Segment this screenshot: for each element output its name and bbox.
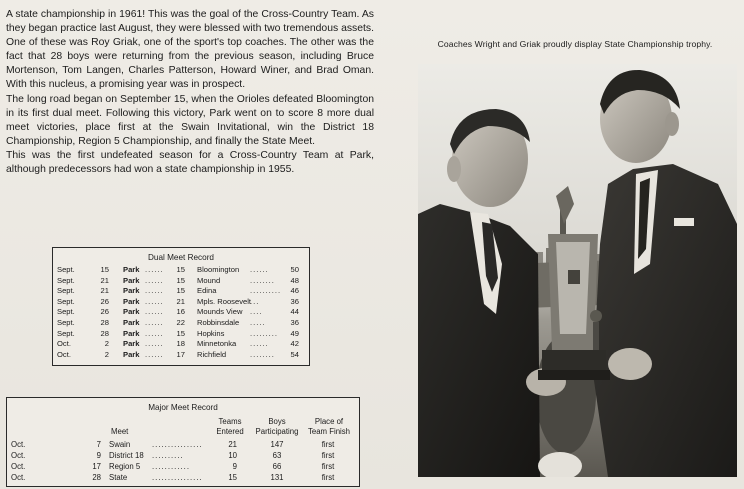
dual-meet-cell-team: Park (123, 318, 140, 327)
dual-meet-cell-day: 26 (100, 296, 109, 306)
dual-meet-cell-team: Park (123, 339, 140, 349)
major-meet-cell-boys: 63 (272, 451, 282, 460)
dual-meet-title: Dual Meet Record (148, 253, 214, 262)
dual-meet-cell-day: 28 (100, 318, 109, 327)
major-meet-cell-month: Oct. (11, 473, 26, 482)
dual-meet-cell-day: 21 (100, 275, 109, 285)
major-meet-cell-teams: 9 (232, 462, 237, 471)
dual-meet-cell-dots1: ...... (145, 318, 164, 327)
dual-meet-row (53, 350, 309, 360)
major-meet-cell-meet: District 18 (109, 451, 144, 460)
major-meet-cell-dots: ............ (152, 462, 190, 471)
dual-meet-cell-opponent: Mounds View (197, 307, 243, 317)
dual-meet-cell-day: 28 (100, 328, 109, 338)
dual-meet-cell-park-score: 17 (176, 349, 185, 359)
major-meet-row (7, 450, 359, 461)
dual-meet-cell-opponent: Edina (197, 286, 217, 296)
dual-meet-cell-opp-score: 42 (290, 339, 299, 349)
dual-meet-cell-day: 2 (104, 339, 109, 349)
major-meet-row (7, 472, 359, 483)
dual-meet-cell-opp-score: 36 (290, 296, 299, 306)
major-meet-row (7, 439, 359, 450)
dual-meet-cell-opp-score: 46 (290, 286, 299, 296)
major-meet-cell-month: Oct. (11, 462, 26, 471)
dual-meet-cell-dots2: .... (250, 307, 263, 317)
dual-meet-cell-month: Sept. (57, 275, 75, 285)
dual-meet-row (53, 339, 309, 349)
dual-meet-cell-dots2: ........ (250, 349, 275, 359)
article-paragraph-3: This was the first undefeated season for a Cross-Country Team at Park, although predecessors had won a state championship in 1955. (6, 149, 374, 176)
major-meet-cell-meet: Region 5 (109, 462, 141, 471)
major-meet-cell-boys: 147 (270, 440, 284, 449)
dual-meet-cell-dots1: ...... (145, 296, 164, 306)
dual-meet-cell-dots2: ..... (250, 318, 266, 327)
dual-meet-cell-park-score: 22 (176, 318, 185, 327)
dual-meet-cell-park-score: 21 (176, 296, 185, 306)
dual-meet-cell-park-score: 15 (176, 275, 185, 285)
dual-meet-row (53, 329, 309, 339)
dual-meet-cell-day: 21 (100, 286, 109, 296)
dual-meet-row (53, 307, 309, 317)
dual-meet-cell-dots1: ...... (145, 265, 164, 274)
dual-meet-cell-month: Sept. (57, 328, 75, 338)
major-meet-cell-boys: 66 (272, 462, 282, 471)
coaches-trophy-photo (418, 64, 737, 477)
dual-meet-cell-opp-score: 50 (290, 265, 299, 274)
dual-meet-record-table (52, 247, 310, 366)
dual-meet-cell-park-score: 15 (176, 265, 185, 274)
article-text (6, 8, 374, 177)
dual-meet-cell-park-score: 15 (176, 328, 185, 338)
dual-meet-cell-team: Park (123, 296, 140, 306)
major-meet-cell-place: first (321, 462, 335, 471)
dual-meet-cell-dots2: ...... (250, 339, 269, 349)
major-meet-record-table (6, 397, 360, 487)
dual-meet-cell-day: 15 (100, 265, 109, 274)
major-meet-title: Major Meet Record (148, 403, 218, 412)
major-meet-cell-meet: Swain (109, 440, 131, 449)
dual-meet-cell-team: Park (123, 286, 140, 296)
dual-meet-cell-opp-score: 54 (290, 349, 299, 359)
dual-meet-cell-opponent: Hopkins (197, 328, 225, 338)
meet-header: Meet (111, 427, 129, 436)
dual-meet-cell-month: Sept. (57, 318, 75, 327)
major-meet-cell-teams: 15 (228, 473, 237, 482)
dual-meet-cell-park-score: 15 (176, 286, 185, 296)
major-meet-cell-place: first (321, 473, 335, 482)
major-meet-cell-dots: .......... (152, 451, 184, 460)
dual-meet-cell-opponent: Minnetonka (197, 339, 237, 349)
dual-meet-cell-day: 2 (104, 349, 109, 359)
article-paragraph-1: A state championship in 1961! This was the goal of the Cross-Country Team. As they began practice last August, they were blessed with two tremendous assets. One of these was Roy Griak, one of the sport's top coaches. The other was the fact that 28 boys were returning from the previous season, including Bruce Mortenson, Tom Langen, Charles Patterson, Howard Winer, and Brad Oman. With this nucleus, a promising year was in prospect. (6, 9, 374, 91)
dual-meet-cell-dots2: ......... (250, 328, 278, 338)
dual-meet-row (53, 318, 309, 328)
dual-meet-row (53, 276, 309, 286)
dual-meet-cell-opp-score: 44 (290, 307, 299, 317)
dual-meet-cell-dots2: ... (250, 296, 260, 306)
major-meet-cell-month: Oct. (11, 451, 26, 460)
boys-header: Boys Participating (255, 417, 299, 436)
dual-meet-cell-month: Sept. (57, 286, 75, 296)
dual-meet-cell-month: Sept. (57, 296, 75, 306)
major-meet-cell-dots: ................ (152, 473, 203, 482)
dual-meet-cell-team: Park (123, 349, 140, 359)
dual-meet-cell-park-score: 16 (176, 307, 185, 317)
dual-meet-cell-opp-score: 49 (290, 328, 299, 338)
major-meet-cell-place: first (321, 451, 335, 460)
dual-meet-cell-dots1: ...... (145, 339, 164, 349)
dual-meet-cell-opponent: Mound (197, 275, 221, 285)
dual-meet-cell-opp-score: 36 (290, 318, 299, 327)
dual-meet-cell-dots2: ...... (250, 265, 269, 274)
dual-meet-cell-dots2: .......... (250, 286, 282, 296)
dual-meet-cell-team: Park (123, 265, 140, 274)
dual-meet-cell-dots1: ...... (145, 286, 164, 296)
dual-meet-cell-month: Sept. (57, 307, 75, 317)
major-meet-cell-meet: State (109, 473, 128, 482)
dual-meet-cell-opp-score: 48 (290, 275, 299, 285)
dual-meet-cell-month: Oct. (57, 349, 71, 359)
dual-meet-cell-dots1: ...... (145, 328, 164, 338)
dual-meet-cell-opponent: Robbinsdale (197, 318, 240, 327)
dual-meet-cell-dots2: ........ (250, 275, 275, 285)
dual-meet-cell-team: Park (123, 307, 140, 317)
photo-caption: Coaches Wright and Griak proudly display State Championship trophy. (437, 39, 713, 49)
dual-meet-cell-opponent: Richfield (197, 349, 227, 359)
major-meet-cell-teams: 21 (228, 440, 237, 449)
article-paragraph-2: The long road began on September 15, when the Orioles defeated Bloomington in its first dual meet. Following this victory, Park went on to score 8 more dual meet victories, place first at the Swain Invitational, win the District 18 Championship, Region 5 Championship, and finally the State Meet. (6, 93, 374, 147)
major-meet-cell-boys: 131 (270, 473, 284, 482)
major-meet-cell-day: 9 (96, 451, 101, 460)
major-meet-cell-place: first (321, 440, 335, 449)
dual-meet-row (53, 286, 309, 296)
dual-meet-cell-month: Sept. (57, 265, 75, 274)
dual-meet-row (53, 297, 309, 307)
dual-meet-cell-park-score: 18 (176, 339, 185, 349)
dual-meet-row (53, 265, 309, 275)
dual-meet-cell-team: Park (123, 328, 140, 338)
dual-meet-cell-team: Park (123, 275, 140, 285)
dual-meet-cell-day: 26 (100, 307, 109, 317)
dual-meet-cell-opponent: Bloomington (197, 265, 240, 274)
place-header: Place of Team Finish (307, 417, 351, 436)
major-meet-cell-month: Oct. (11, 440, 26, 449)
major-meet-cell-teams: 10 (228, 451, 237, 460)
dual-meet-cell-opponent: Mpls. Roosevelt (197, 296, 252, 306)
dual-meet-cell-dots1: ...... (145, 275, 164, 285)
major-meet-cell-day: 7 (96, 440, 101, 449)
major-meet-row (7, 461, 359, 472)
dual-meet-cell-dots1: ...... (145, 307, 164, 317)
dual-meet-cell-month: Oct. (57, 339, 71, 349)
teams-header: Teams Entered (216, 417, 244, 436)
dual-meet-cell-dots1: ...... (145, 349, 164, 359)
major-meet-cell-day: 28 (92, 473, 101, 482)
major-meet-cell-day: 17 (92, 462, 101, 471)
major-meet-cell-dots: ................ (152, 440, 203, 449)
